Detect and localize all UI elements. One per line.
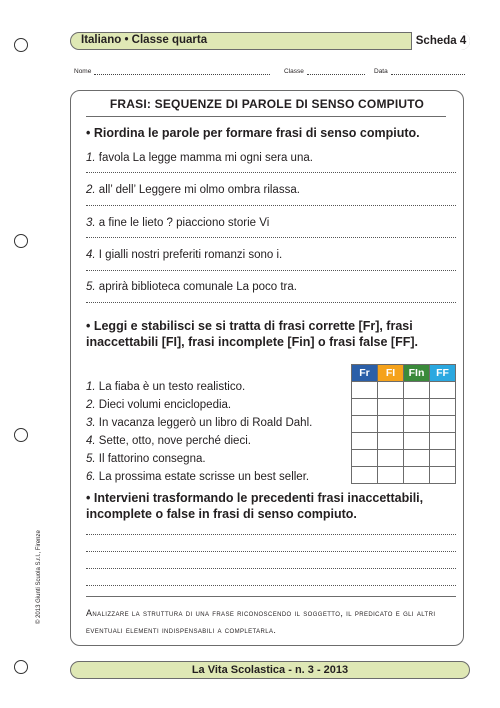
answer-line[interactable] bbox=[86, 172, 456, 173]
grid-cell[interactable] bbox=[430, 467, 456, 484]
exercise1-instruction: • Riordina le parole per formare frasi di senso compiuto. bbox=[86, 126, 420, 140]
grid-cell[interactable] bbox=[378, 450, 404, 467]
binder-hole bbox=[14, 660, 28, 674]
binder-hole bbox=[14, 428, 28, 442]
worksheet-number: Scheda 4 bbox=[411, 32, 470, 50]
grid-cell[interactable] bbox=[378, 399, 404, 416]
date-field bbox=[374, 68, 465, 75]
grid-cell[interactable] bbox=[378, 416, 404, 433]
grid-cell[interactable] bbox=[404, 399, 430, 416]
header-bar bbox=[70, 32, 470, 50]
classification-grid bbox=[351, 364, 456, 484]
grid-cell[interactable] bbox=[352, 433, 378, 450]
exercise3-instruction: • Intervieni trasformando le precedenti frasi inaccettabili, incomplete o false in frasi di senso compiuto. bbox=[86, 491, 424, 521]
answer-line[interactable] bbox=[86, 585, 456, 586]
class-label: Classe bbox=[284, 68, 304, 75]
column-fr: Fr bbox=[352, 365, 378, 382]
grid-cell[interactable] bbox=[404, 416, 430, 433]
column-fi: FI bbox=[378, 365, 404, 382]
answer-line[interactable] bbox=[86, 205, 456, 206]
exercise1-item: 4. I gialli nostri preferiti romanzi sono i. bbox=[86, 249, 283, 261]
answer-line[interactable] bbox=[86, 534, 456, 535]
column-fin: FIn bbox=[404, 365, 430, 382]
answer-line[interactable] bbox=[86, 568, 456, 569]
binder-hole bbox=[14, 38, 28, 52]
answer-line[interactable] bbox=[86, 551, 456, 552]
exercise1-item: 5. aprirà biblioteca comunale La poco tra. bbox=[86, 281, 297, 293]
grid-cell[interactable] bbox=[404, 433, 430, 450]
goal-divider bbox=[86, 596, 456, 597]
grid-cell[interactable] bbox=[352, 399, 378, 416]
exercise2-instruction: • Leggi e stabilisci se si tratta di frasi corrette [Fr], frasi inaccettabili [FI], frasi incomplete [Fin] o frasi false [FF]. bbox=[86, 319, 418, 349]
grid-cell[interactable] bbox=[404, 382, 430, 399]
name-label: Nome bbox=[74, 68, 92, 75]
answer-line[interactable] bbox=[86, 302, 456, 303]
exercise2-item: 6. La prossima estate scrisse un best seller. bbox=[86, 471, 310, 483]
grid-cell[interactable] bbox=[430, 433, 456, 450]
learning-goal: Analizzare la struttura di una frase riconoscendo il soggetto, il predicato e gli altri eventuali elementi indispensabili a completarla. bbox=[86, 608, 436, 635]
grid-cell[interactable] bbox=[352, 450, 378, 467]
copyright-notice: © 2013 Giunti Scuola S.r.l., Firenze bbox=[36, 530, 42, 624]
exercise1-item: 2. all’ dell’ Leggere mi olmo ombra rilassa. bbox=[86, 184, 300, 196]
worksheet-title: FRASI: SEQUENZE DI PAROLE DI SENSO COMPIUTO bbox=[109, 97, 425, 111]
exercise1-item: 1. favola La legge mamma mi ogni sera una. bbox=[86, 152, 313, 164]
name-field bbox=[74, 68, 270, 75]
answer-line[interactable] bbox=[86, 270, 456, 271]
binder-hole bbox=[14, 234, 28, 248]
class-field bbox=[284, 68, 365, 75]
exercise2-item: 2. Dieci volumi enciclopedia. bbox=[86, 399, 232, 411]
grid-cell[interactable] bbox=[378, 433, 404, 450]
exercise2-item: 4. Sette, otto, nove perché dieci. bbox=[86, 435, 251, 447]
column-ff: FF bbox=[430, 365, 456, 382]
title-divider bbox=[86, 116, 446, 117]
grid-cell[interactable] bbox=[430, 399, 456, 416]
grid-cell[interactable] bbox=[430, 450, 456, 467]
date-label: Data bbox=[374, 68, 388, 75]
grid-cell[interactable] bbox=[378, 382, 404, 399]
grid-cell[interactable] bbox=[404, 467, 430, 484]
exercise1-item: 3. a fine le lieto ? piacciono storie Vi bbox=[86, 217, 270, 229]
grid-cell[interactable] bbox=[404, 450, 430, 467]
grid-cell[interactable] bbox=[352, 467, 378, 484]
answer-line[interactable] bbox=[86, 237, 456, 238]
grid-cell[interactable] bbox=[378, 467, 404, 484]
grid-cell[interactable] bbox=[352, 416, 378, 433]
exercise2-item: 5. Il fattorino consegna. bbox=[86, 453, 206, 465]
grid-cell[interactable] bbox=[430, 416, 456, 433]
exercise2-item: 3. In vacanza leggerò un libro di Roald Dahl. bbox=[86, 417, 313, 429]
grid-cell[interactable] bbox=[430, 382, 456, 399]
subject-label: Italiano • Classe quarta bbox=[81, 34, 208, 46]
footer-bar: La Vita Scolastica - n. 3 - 2013 bbox=[70, 661, 470, 679]
exercise2-item: 1. La fiaba è un testo realistico. bbox=[86, 381, 246, 393]
grid-cell[interactable] bbox=[352, 382, 378, 399]
